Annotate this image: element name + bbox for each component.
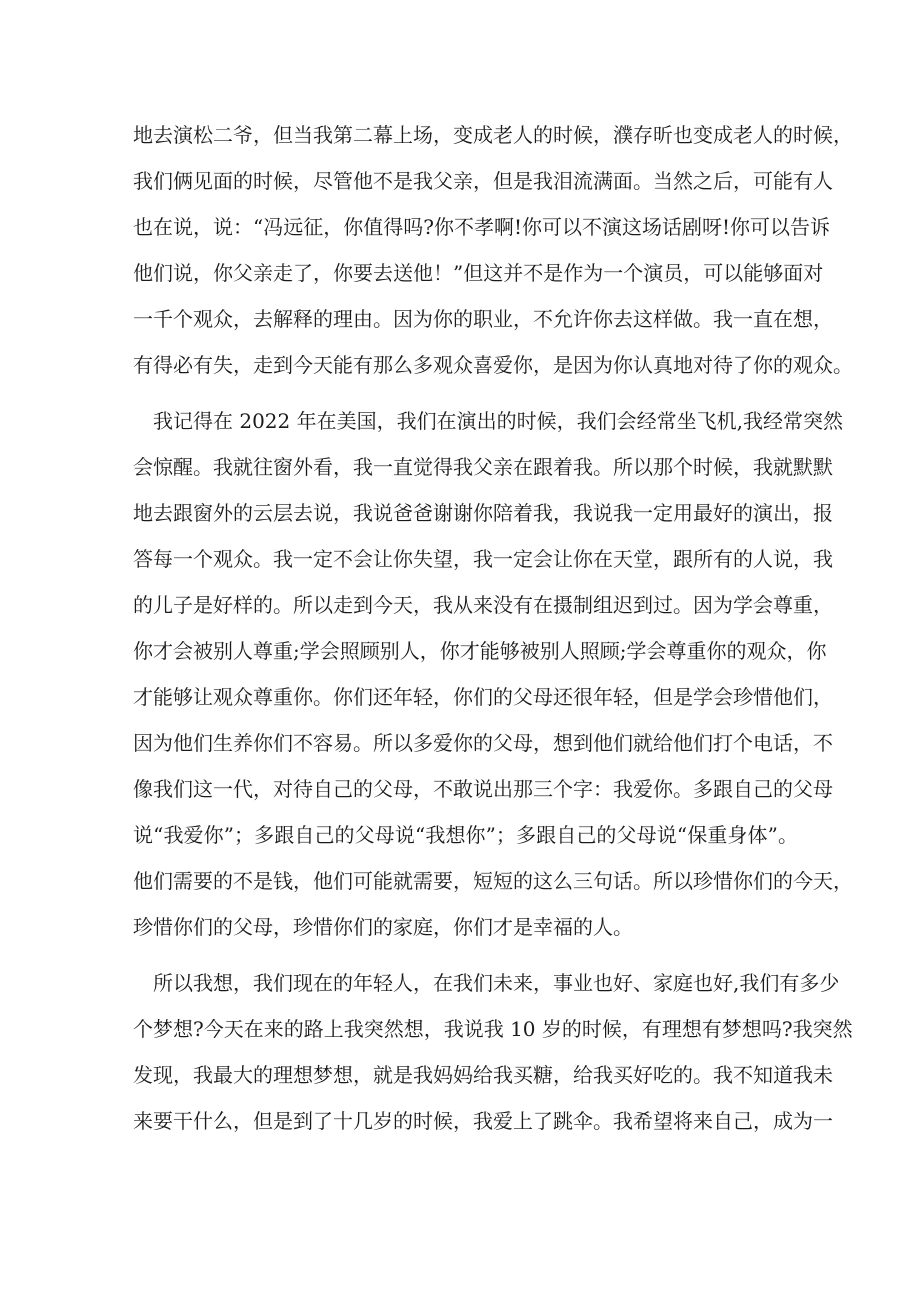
paragraph-1-line-5: 一千个观众，去解释的理由。因为你的职业，不允许你去这样做。我一直在想， [133, 307, 833, 331]
paragraph-2-line-11: 他们需要的不是钱，他们可能就需要，短短的这么三句话。所以珍惜你们的今天， [133, 869, 853, 893]
paragraph-2-line-8: 因为他们生养你们不容易。所以多爱你的父母，想到他们就给他们打个电话，不 [133, 731, 833, 755]
paragraph-2-line-2: 会惊醒。我就往窗外看，我一直觉得我父亲在跟着我。所以那个时候，我就默默 [133, 455, 833, 479]
paragraph-1-line-6: 有得必有失，走到今天能有那么多观众喜爱你，是因为你认真地对待了你的观众。 [133, 353, 853, 377]
paragraph-2-line-9: 像我们这一代，对待自己的父母，不敢说出那三个字：我爱你。多跟自己的父母 [133, 777, 833, 801]
paragraph-2-line-3: 地去跟窗外的云层去说，我说爸爸谢谢你陪着我，我说我一定用最好的演出，报 [133, 501, 833, 525]
paragraph-1-line-4: 他们说，你父亲走了，你要去送他！”但这并不是作为一个演员，可以能够面对 [133, 261, 824, 285]
paragraph-spacer [133, 950, 798, 960]
paragraph-spacer [133, 388, 798, 398]
paragraph-2-line-6: 你才会被别人尊重;学会照顾别人，你才能够被别人照顾;学会尊重你的观众，你 [133, 639, 827, 663]
paragraph-2-line-12: 珍惜你们的父母，珍惜你们的家庭，你们才是幸福的人。 [133, 915, 633, 939]
body-text [133, 112, 853, 1144]
paragraph-3-line-4: 来要干什么，但是到了十几岁的时候，我爱上了跳伞。我希望将来自己，成为一 [133, 1109, 833, 1133]
paragraph-3-line-3: 发现，我最大的理想梦想，就是我妈妈给我买糖，给我买好吃的。我不知道我未 [133, 1063, 833, 1087]
paragraph-3-line-1: 所以我想，我们现在的年轻人，在我们未来，事业也好、家庭也好,我们有多少 [153, 971, 840, 995]
paragraph-1-line-3: 也在说，说：“冯远征，你值得吗?你不孝啊!你可以不演这场话剧呀!你可以告诉 [133, 215, 831, 239]
paragraph-2-line-7: 才能够让观众尊重你。你们还年轻，你们的父母还很年轻，但是学会珍惜他们， [133, 685, 833, 709]
paragraph-2-line-10: 说“我爱你”；多跟自己的父母说“我想你”；多跟自己的父母说“保重身体”。 [133, 823, 798, 847]
paragraph-1-line-1: 地去演松二爷，但当我第二幕上场，变成老人的时候，濮存昕也变成老人的时候， [133, 123, 853, 147]
paragraph-2-line-5: 的儿子是好样的。所以走到今天，我从来没有在摄制组迟到过。因为学会尊重， [133, 593, 833, 617]
paragraph-2-line-4: 答每一个观众。我一定不会让你失望，我一定会让你在天堂，跟所有的人说，我 [133, 547, 833, 571]
paragraph-2-line-1: 我记得在 2022 年在美国，我们在演出的时候，我们会经常坐飞机,我经常突然 [153, 409, 843, 433]
paragraph-3-line-2: 个梦想?今天在来的路上我突然想，我说我 10 岁的时候，有理想有梦想吗?我突然 [133, 1017, 853, 1041]
paragraph-1-line-2: 我们俩见面的时候，尽管他不是我父亲，但是我泪流满面。当然之后，可能有人 [133, 169, 833, 193]
